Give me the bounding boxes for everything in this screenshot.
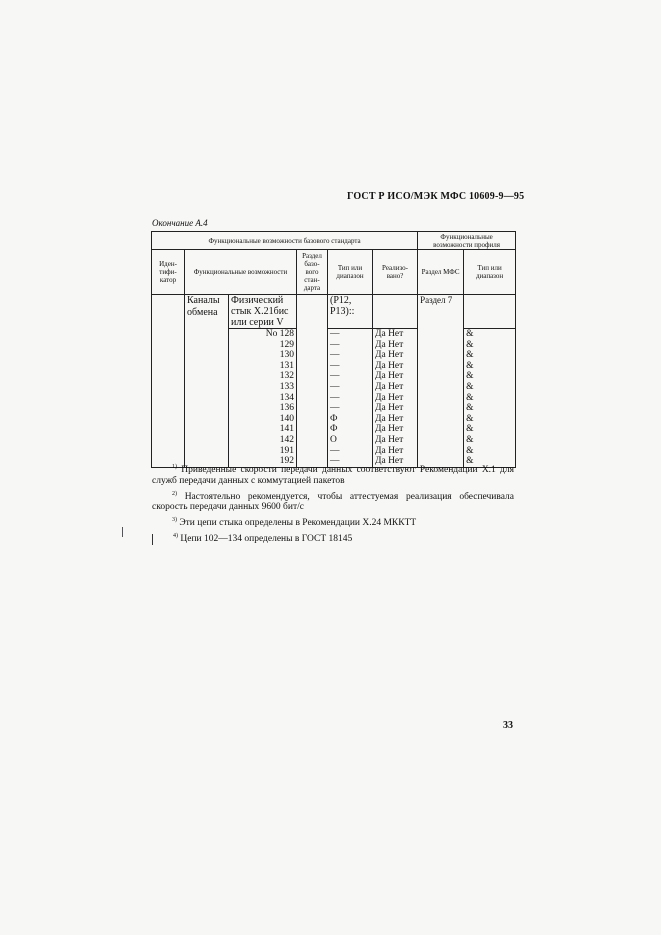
group-header-profile: Функциональные возможности профиля xyxy=(418,232,516,250)
page-number: 33 xyxy=(503,720,513,731)
footnote-text: Цепи 102—134 определены в ГОСТ 18145 xyxy=(180,533,353,544)
cell-implemented-top xyxy=(373,295,418,329)
col-header-section-mfs: Раздел МФС xyxy=(418,250,464,295)
cell-profile-values: & & & & & & & & & & & & & xyxy=(464,329,516,468)
cell-implemented-values: Да Нет Да Нет Да Нет Да Нет Да Нет Да Нет Да Нет Да Нет Да Нет Да Нет Да Нет Да Нет Да Нет xyxy=(373,329,418,468)
cell-range-header: (Р12, Р13):: xyxy=(328,295,373,329)
footnote-mark: 4) xyxy=(173,532,178,539)
footnote-mark: 3) xyxy=(172,517,177,524)
cell-section-base xyxy=(297,295,328,468)
footnote-text: Настоятельно рекомендуется, чтобы аттестуемая реализация обеспечивала скорость передачи данных 9600 бит/с xyxy=(152,491,515,513)
footnote-text: Эти цепи стыка определены в Рекомендации X.24 МККТТ xyxy=(179,518,417,529)
footnote-3 xyxy=(152,518,514,529)
cell-profile-top xyxy=(464,295,516,329)
cell-channel: Каналы обмена xyxy=(185,295,229,468)
cell-circuit-numbers: No 128 129 130 131 132 133 134 136 140 141 142 191 192 xyxy=(229,329,297,468)
footnote-mark: 2) xyxy=(172,490,177,497)
footnote-mark: 1) xyxy=(172,463,177,470)
footnote-text: Приведенные скорости передачи данных соответствуют Рекомендации X.1 для служб передачи данных с коммутацией пакетов xyxy=(152,465,514,486)
cell-ident xyxy=(152,295,185,468)
cell-section-mfs: Раздел 7 xyxy=(418,295,464,468)
footnote-1 xyxy=(152,465,514,487)
col-header-ident: Иден-тифи-катор xyxy=(152,250,185,295)
margin-mark xyxy=(122,527,123,537)
group-header-base: Функциональные возможности базового стандарта xyxy=(152,232,418,250)
col-header-type-range-profile: Тип или диапазон xyxy=(464,250,516,295)
capabilities-table xyxy=(151,231,516,468)
footnote-4 xyxy=(152,534,514,545)
col-header-type-range: Тип или диапазон xyxy=(328,250,373,295)
footnotes xyxy=(152,465,514,550)
continuation-label: Окончание А.4 xyxy=(152,218,208,228)
footnote-2 xyxy=(152,492,514,514)
document-code: ГОСТ Р ИСО/МЭК МФС 10609-9—95 xyxy=(347,191,525,202)
cell-interface: Физический стык X.21бис или серии V xyxy=(229,295,297,329)
cell-circuit-types: — — — — — — — — Ф Ф О — — xyxy=(328,329,373,468)
col-header-implemented: Реализо-вано? xyxy=(373,250,418,295)
col-header-func: Функциональные возможности xyxy=(185,250,297,295)
col-header-section-base: Раздел базо-вого стан-дарта xyxy=(297,250,328,295)
